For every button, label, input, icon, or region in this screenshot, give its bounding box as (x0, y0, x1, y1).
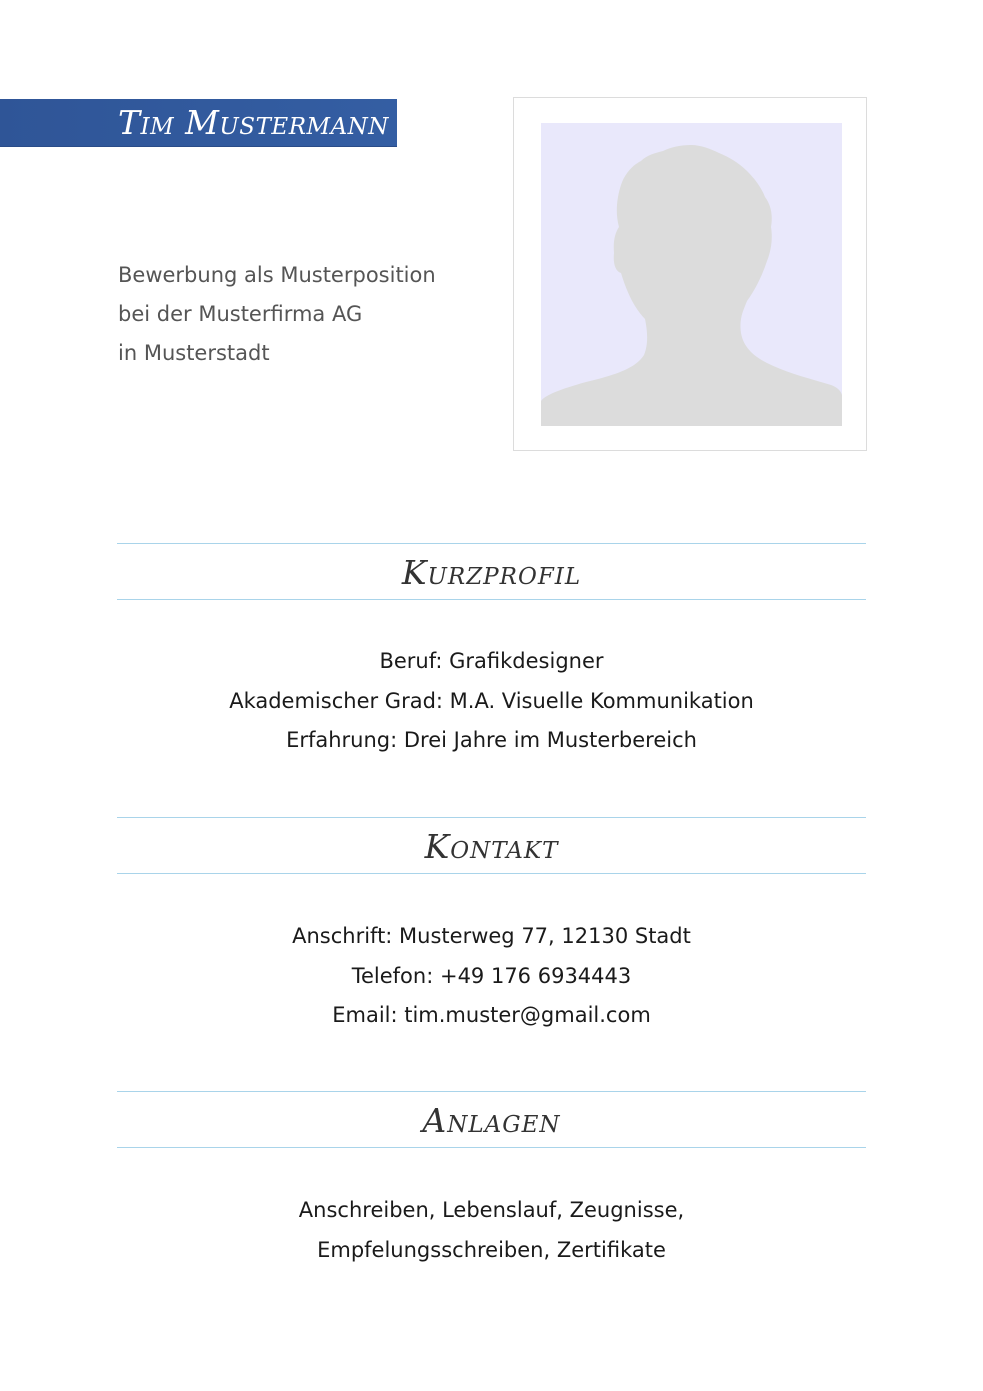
section-rule-top (117, 1091, 866, 1092)
profile-profession: Beruf: Grafikdesigner (379, 649, 604, 673)
section-rule-top (117, 817, 866, 818)
photo-placeholder (541, 123, 842, 426)
section-rule-top (117, 543, 866, 544)
application-company: bei der Musterfirma AG (118, 302, 363, 326)
photo-frame (513, 97, 867, 451)
profile-experience: Erfahrung: Drei Jahre im Musterbereich (286, 728, 697, 752)
application-position: Bewerbung als Musterposition (118, 263, 436, 287)
section-body (117, 917, 866, 1036)
application-city: in Musterstadt (118, 341, 270, 365)
attachments-line-2: Empfelungsschreiben, Zertifikate (317, 1237, 666, 1262)
section-title: Kontakt (424, 827, 559, 866)
contact-email: Email: tim.muster@gmail.com (332, 1003, 651, 1027)
section-title: Kurzprofil (401, 553, 582, 592)
section-rule-bottom (117, 599, 866, 600)
contact-address: Anschrift: Musterweg 77, 12130 Stadt (292, 924, 691, 948)
applicant-name: Tim Mustermann (118, 103, 389, 142)
section-rule-bottom (117, 873, 866, 874)
attachments-line-1: Anschreiben, Lebenslauf, Zeugnisse, (298, 1198, 685, 1222)
application-info (118, 256, 436, 373)
name-banner (0, 99, 397, 147)
section-kontakt (117, 817, 866, 1047)
section-anlagen (117, 1091, 866, 1291)
section-body (117, 642, 866, 761)
contact-phone: Telefon: +49 176 6934443 (351, 963, 632, 988)
section-title: Anlagen (422, 1101, 561, 1140)
person-silhouette-icon (541, 123, 842, 426)
section-rule-bottom (117, 1147, 866, 1148)
section-kurzprofil (117, 543, 866, 773)
section-body (117, 1191, 866, 1270)
profile-degree: Akademischer Grad: M.A. Visuelle Kommunikation (229, 688, 754, 713)
